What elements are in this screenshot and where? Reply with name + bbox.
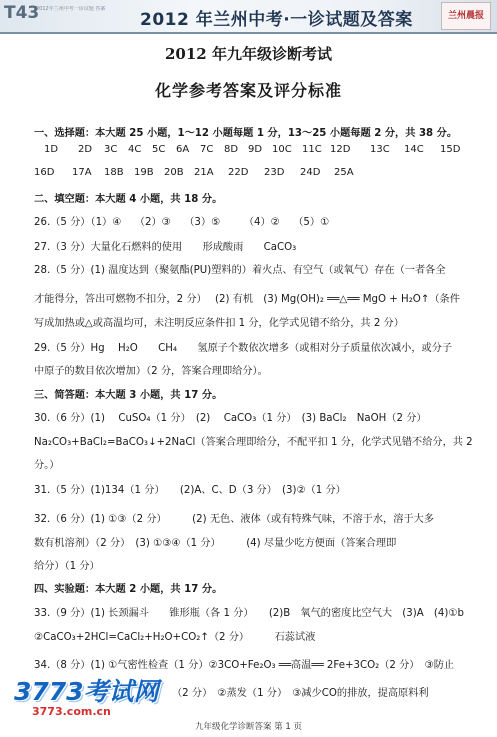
answer-item: 5C (152, 144, 166, 155)
question-32-line-3: 给分）（1 分） (34, 561, 100, 572)
answer-item: 19B (134, 167, 154, 178)
question-32-line-1: 32.（6 分）(1) ①③（2 分） (2) 无色、液体（或有特殊气味，不溶于水，溶于大多 (34, 514, 434, 525)
question-31: 31.（5 分）(1)134（1 分） (2)A、C、D（3 分） (3)②（1 分） (34, 485, 346, 496)
section-4-heading: 四、实验题：本大题 2 小题，共 17 分。 (34, 584, 223, 595)
answer-item: 9D (248, 144, 263, 155)
doc-subtitle: 化学参考答案及评分标准 (154, 81, 342, 100)
doc-title: 2012 年九年级诊断考试 (165, 45, 332, 63)
question-29-line-1: 29.（5 分）Hg H₂O CH₄ 氢原子个数依次增多（或相对分子质量依次减小，或分子 (34, 343, 453, 354)
answer-item: 18B (104, 167, 124, 178)
question-30-line-2: Na₂CO₃+BaCl₂=BaCO₃↓+2NaCl（答案合理即给分，不配平扣 1 分，化学式见错不给分，共 2 (34, 437, 473, 448)
answer-item: 17A (72, 167, 92, 178)
answer-item: 25A (334, 167, 354, 178)
answer-item: 1D (44, 144, 59, 155)
question-34-line-2: （2 分） ②蒸发（1 分） ③减少CO的排放，提高原料利 (172, 688, 429, 699)
answers-row-2 (0, 167, 497, 183)
answer-item: 21A (194, 167, 214, 178)
page-badge: T43 (4, 3, 40, 23)
answer-item: 20B (164, 167, 184, 178)
header-title: 2012 年兰州中考·一诊试题及答案 (140, 10, 413, 30)
watermark-brand: 3773考试网 (14, 677, 159, 706)
answer-item: 2D (78, 144, 93, 155)
question-28-line-1: 28.（5 分）(1) 温度达到（聚氨酯(PU)塑料的）着火点、有空气（或氧气）存在（一者各全 (34, 265, 446, 276)
answer-item: 8D (224, 144, 239, 155)
question-30-line-1: 30.（6 分）(1) CuSO₄（1 分） (2) CaCO₃（1 分） (3) BaCl₂ NaOH（2 分） (34, 413, 427, 424)
question-30-line-3: 分。） (34, 460, 60, 471)
answer-item: 16D (34, 167, 55, 178)
answer-item: 3C (104, 144, 118, 155)
watermark-url: 3773.com.cn (32, 705, 111, 718)
question-32-line-2: 数有机溶剂）（2 分） (3) ①③④（1 分） (4) 尽量少吃方便面（答案合理即 (34, 538, 397, 549)
header-small-text: 2012年兰州中考一诊试题 答案 (36, 6, 106, 12)
answer-item: 12D (330, 144, 351, 155)
question-33-line-1: 33.（9 分）(1) 长颈漏斗 锥形瓶（各 1 分） (2)B 氧气的密度比空气大 (3)A (4)①b (34, 608, 464, 619)
question-27: 27.（3 分）大量化石燃料的使用 形成酸雨 CaCO₃ (34, 242, 297, 253)
question-28-line-2: 才能得分，答出可燃物不扣分，2 分） (2) 有机 (3) Mg(OH)₂ ══△══ MgO + H₂O↑（条件 (34, 294, 460, 305)
answer-item: 24D (300, 167, 321, 178)
answer-item: 22D (228, 167, 249, 178)
answer-item: 14C (404, 144, 424, 155)
question-29-line-2: 中原子的数目依次增加）（2 分，答案合理即给分）。 (34, 366, 268, 377)
answer-item: 7C (200, 144, 214, 155)
answer-item: 4C (128, 144, 142, 155)
section-2-heading: 二、填空题：本大题 4 小题，共 18 分。 (34, 194, 223, 205)
newspaper-logo: 兰州晨报 (441, 2, 491, 30)
question-33-line-2: ②CaCO₃+2HCl=CaCl₂+H₂O+CO₂↑（2 分） 石蕊试液 (34, 632, 316, 643)
answer-item: 10C (272, 144, 292, 155)
answer-item: 6A (176, 144, 190, 155)
answers-row-1 (0, 144, 497, 160)
answer-item: 13C (370, 144, 390, 155)
question-26: 26.（5 分）（1）④ （2）③ （3）⑤ （4）② （5）① (34, 217, 330, 228)
answer-item: 11C (302, 144, 322, 155)
question-34-line-1: 34.（8 分）(1) ①气密性检查（1 分）②3CO+Fe₂O₃ ══高温══ 2Fe+3CO₂（2 分） ③防止 (34, 660, 455, 671)
answer-item: 23D (264, 167, 285, 178)
section-3-heading: 三、简答题：本大题 3 小题，共 17 分。 (34, 390, 223, 401)
page-footer: 九年级化学诊断答案 第 1 页 (194, 722, 302, 732)
answer-item: 15D (440, 144, 461, 155)
section-1-heading: 一、选择题：本大题 25 小题，1～12 小题每题 1 分，13～25 小题每题 2 分，共 38 分。 (34, 128, 458, 139)
header-banner (0, 0, 497, 34)
question-28-line-3: 写成加热或△或高温均可，未注明反应条件扣 1 分，化学式见错不给分，共 2 分） (34, 318, 404, 329)
